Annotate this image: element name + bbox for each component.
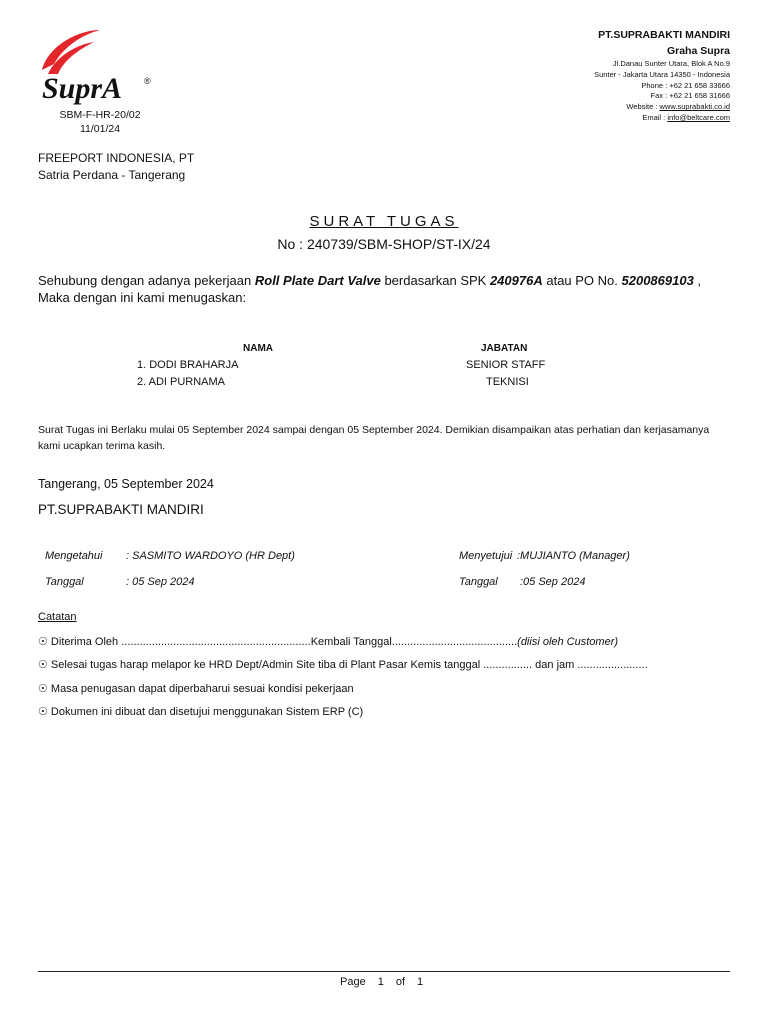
spk-number: 240976A (489, 273, 543, 288)
intro-line-1: Sehubung dengan adanya pekerjaan Roll Plate Dart Valve berdasarkan SPK 240976A atau PO No. 5200869103 , (38, 273, 702, 288)
approved-date-label: Tanggal (459, 576, 498, 588)
po-number: 5200869103 (621, 273, 694, 288)
known-date-value: : 05 Sep 2024 (126, 576, 195, 588)
column-header-name: NAMA (243, 343, 273, 354)
page-total: 1 (417, 976, 424, 988)
logo-text: SuprA (42, 72, 123, 105)
page-number: 1 (377, 976, 384, 988)
company-address-1: Jl.Danau Sunter Utara, Blok A No.9 (612, 59, 730, 68)
page-label: Page (340, 976, 366, 988)
intro-paragraph (38, 272, 701, 306)
document-number: No : 240739/SBM-SHOP/ST-IX/24 (277, 236, 491, 252)
company-phone: Phone : +62 21 658 33666 (641, 80, 730, 90)
list-item: ☉ Diterima Oleh ..............................................................Kembali Tanggal.........................................(diisi oleh Customer) (38, 636, 619, 648)
recipient-name: FREEPORT INDONESIA, PT (38, 151, 195, 165)
approved-by-label: Menyetujui (459, 550, 513, 562)
list-item: ☉ Dokumen ini dibuat dan disetujui menggunakan Sistem ERP (C) (38, 706, 364, 718)
job-name: Roll Plate Dart Valve (254, 273, 381, 288)
known-by-label: Mengetahui (45, 550, 103, 562)
company-website: Website : www.suprabakti.co.id (626, 102, 730, 112)
bullet-icon: ☉ (38, 636, 48, 648)
company-logo (34, 26, 158, 108)
company-building: Graha Supra (666, 45, 730, 57)
form-code-number: SBM-F-HR-20/02 (59, 109, 141, 121)
registered-mark: ® (144, 76, 151, 86)
intro-line-2: Maka dengan ini kami menugaskan: (38, 290, 247, 305)
website-link[interactable]: www.suprabakti.co.id (659, 102, 730, 112)
recipient-location: Satria Perdana - Tangerang (38, 168, 186, 182)
email-link[interactable]: info@beltcare.com (667, 112, 730, 122)
sender-company: PT.SUPRABAKTI MANDIRI (38, 502, 204, 517)
notes-heading: Catatan (38, 611, 77, 623)
list-item: ☉ Masa penugasan dapat diperbaharui sesuai kondisi pekerjaan (38, 683, 354, 695)
approved-by-value: :MUJIANTO (Manager) (517, 550, 630, 562)
form-code-date: 11/01/24 (79, 123, 121, 135)
table-row-position: SENIOR STAFF (466, 359, 546, 371)
page-footer (340, 976, 435, 988)
known-by-value: : SASMITO WARDOYO (HR Dept) (126, 550, 295, 562)
list-item: ☉ Selesai tugas harap melapor ke HRD Dept/Admin Site tiba di Plant Pasar Kemis tanggal ................ dan jam ....................... (38, 659, 648, 671)
company-fax: Fax : +62 21 658 31666 (650, 91, 730, 101)
column-header-position: JABATAN (481, 343, 528, 354)
place-date: Tangerang, 05 September 2024 (38, 477, 214, 491)
company-header (594, 28, 730, 124)
table-row-position: TEKNISI (486, 376, 529, 388)
company-email: Email : info@beltcare.com (642, 112, 730, 122)
table-row-name: 1. DODI BRAHARJA (137, 359, 239, 371)
form-code (38, 108, 162, 136)
table-row-name: 2. ADI PURNAMA (137, 376, 226, 388)
company-name: PT.SUPRABAKTI MANDIRI (598, 29, 730, 41)
company-address-2: Sunter - Jakarta Utara 14350 - Indonesia (594, 69, 730, 79)
recipient (38, 150, 194, 184)
bullet-icon: ☉ (38, 683, 48, 695)
document-title: SURAT TUGAS (309, 213, 459, 230)
footer-divider (38, 971, 730, 972)
bullet-icon: ☉ (38, 706, 48, 718)
approved-date-value: :05 Sep 2024 (520, 576, 586, 588)
of-label: of (395, 976, 406, 988)
closing-paragraph: Surat Tugas ini Berlaku mulai 05 September 2024 sampai dengan 05 September 2024. Demikian disampaikan atas perhatian dan kerjasamanya kami ucapkan terima kasih. (38, 424, 710, 452)
bullet-icon: ☉ (38, 659, 48, 671)
known-date-label: Tanggal (45, 576, 84, 588)
